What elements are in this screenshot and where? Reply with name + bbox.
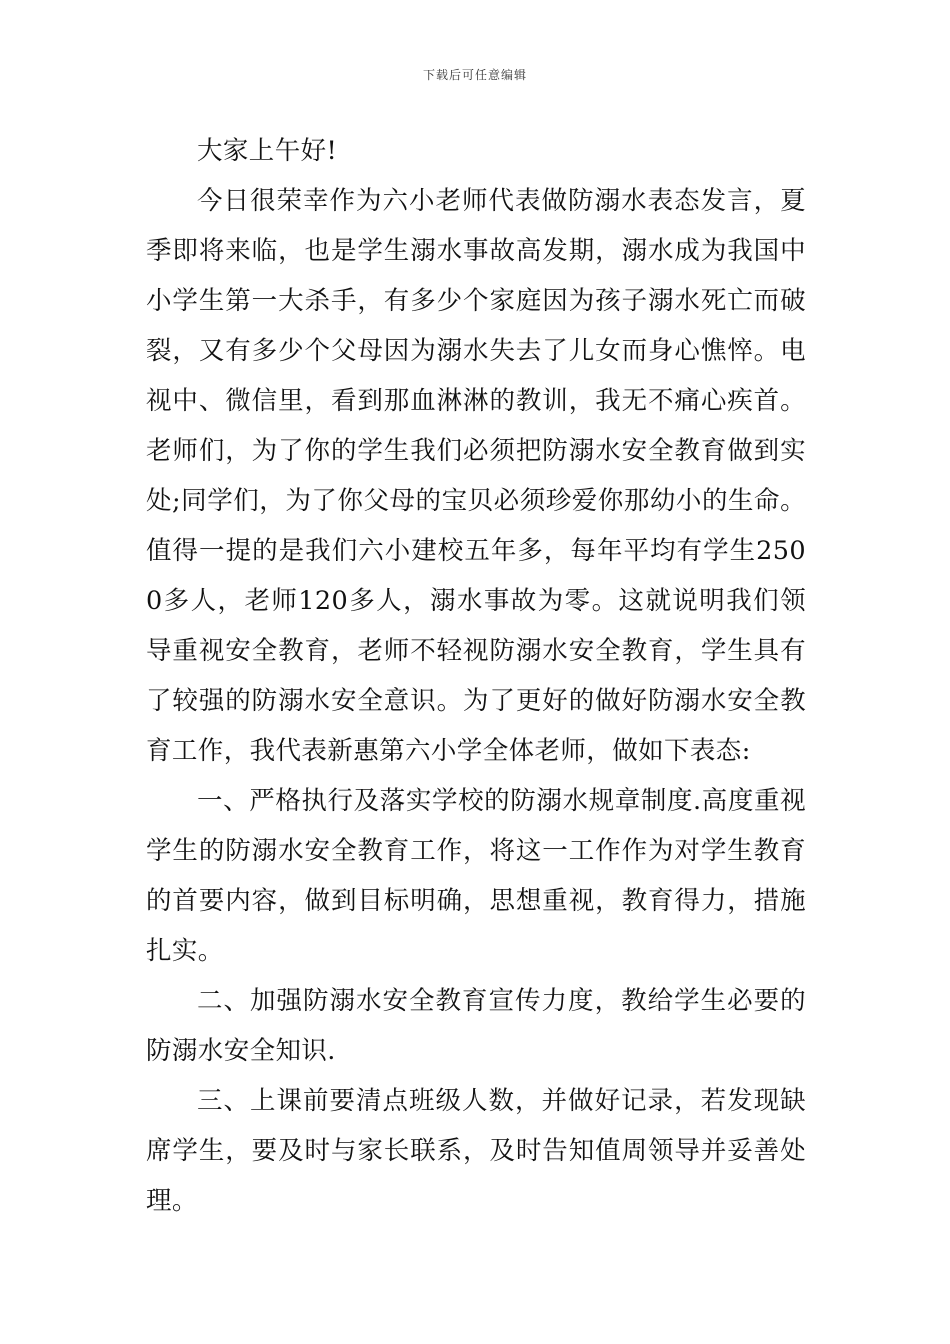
pledge-two-paragraph: 二、加强防溺水安全教育宣传力度，教给学生必要的防溺水安全知识.: [146, 986, 806, 1066]
header-note: 下载后可任意编辑: [422, 68, 527, 82]
pledge-one-paragraph: 一、严格执行及落实学校的防溺水规章制度.高度重视学生的防溺水安全教育工作，将这一工作作为对学生教育的首要内容，做到目标明确，思想重视，教育得力，措施扎实。: [146, 786, 806, 966]
document-body: [146, 126, 806, 1226]
greeting-paragraph: 大家上午好!: [197, 136, 338, 166]
intro-paragraph: 今日很荣幸作为六小老师代表做防溺水表态发言，夏季即将来临，也是学生溺水事故高发期，溺水成为我国中小学生第一大杀手，有多少个家庭因为孩子溺水死亡而破裂，又有多少个父母因为溺水失去了儿女而身心憔悴。电视中、微信里，看到那血淋淋的教训，我无不痛心疾首。老师们，为了你的学生我们必须把防溺水安全教育做到实处;同学们，为了你父母的宝贝必须珍爱你那幼小的生命。值得一提的是我们六小建校五年多，每年平均有学生2500多人，老师120多人，溺水事故为零。这就说明我们领导重视安全教育，老师不轻视防溺水安全教育，学生具有了较强的防溺水安全意识。为了更好的做好防溺水安全教育工作，我代表新惠第六小学全体老师，做如下表态:: [146, 186, 806, 766]
pledge-three-paragraph: 三、上课前要清点班级人数，并做好记录，若发现缺席学生，要及时与家长联系，及时告知值周领导并妥善处理。: [146, 1086, 806, 1216]
